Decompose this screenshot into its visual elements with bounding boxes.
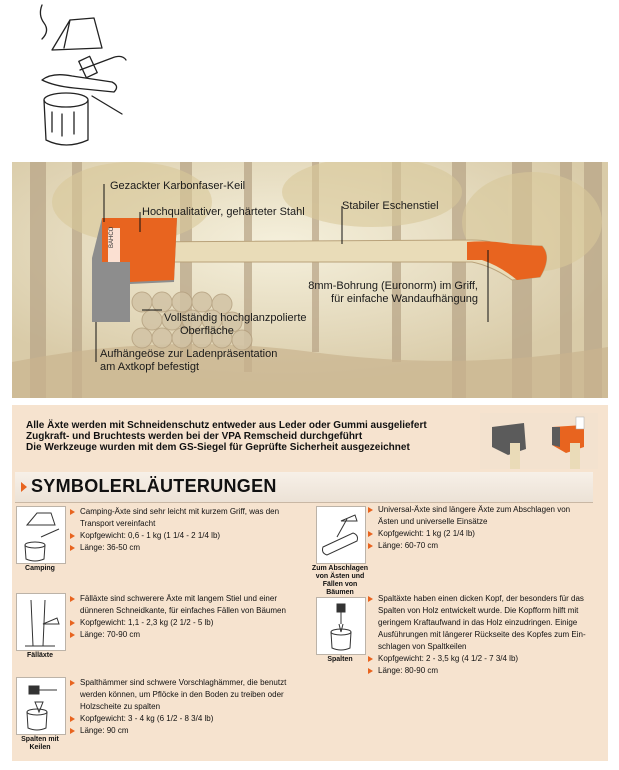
camping-sketch-icon bbox=[22, 0, 142, 150]
spalthammer-length: Länge: 90 cm bbox=[70, 725, 296, 737]
label-oese-1: Aufhängeöse zur Ladenpräsentation bbox=[100, 348, 278, 360]
splitting-wedge-icon bbox=[16, 677, 66, 735]
spalthammer-desc-2: werden können, um Pflöcke in den Boden zu treiben oder bbox=[80, 690, 284, 699]
entry-spalten bbox=[368, 593, 594, 677]
spalthammer-desc-1: Spalthämmer sind schwere Vorschlaghämmer, die benutzt bbox=[70, 677, 296, 689]
spalthammer-desc-3: Holzscheite zu spalten bbox=[80, 702, 161, 711]
log-splitting-icon bbox=[316, 597, 366, 655]
universal-desc-1: Universal-Äxte sind längere Äxte zum Abschlagen von bbox=[368, 504, 594, 516]
entry-faellaexte bbox=[70, 593, 296, 641]
label-bohrung-2: für einfache Wandaufhängung bbox=[331, 293, 478, 305]
tree-felling-icon bbox=[16, 593, 66, 651]
label-stiel: Stabiler Eschenstiel bbox=[342, 200, 439, 212]
section-arrow-icon bbox=[21, 482, 27, 492]
camping-desc-2: Transport vereinfacht bbox=[80, 519, 156, 528]
caption-spalthammer-2: Keilen bbox=[29, 744, 51, 751]
caption-spalten: Spalten bbox=[327, 656, 353, 663]
caption-faellaexte: Fälläxte bbox=[26, 652, 54, 659]
caption-universal-3: Fällen von Bäumen bbox=[322, 581, 358, 596]
info-panel bbox=[12, 405, 608, 761]
universal-desc-2: Ästen und universelle Einsätze bbox=[378, 517, 488, 526]
axe-thumbnails bbox=[480, 413, 598, 469]
universal-length: Länge: 60-70 cm bbox=[368, 540, 594, 552]
spalten-length: Länge: 80-90 cm bbox=[368, 665, 594, 677]
note-gs-siegel: Die Werkzeuge wurden mit dem GS-Siegel für Geprüfte Sicherheit ausgezeichnet bbox=[26, 442, 410, 453]
caption-camping: Camping bbox=[25, 565, 55, 572]
section-title: SYMBOLERLÄUTERUNGEN bbox=[31, 476, 277, 496]
universal-weight: Kopfgewicht: 1 kg (2 1/4 lb) bbox=[368, 528, 594, 540]
faellaexte-desc-2: dünneren Schneidkante, für einfaches Fällen von Bäumen bbox=[80, 606, 286, 615]
svg-text:BAHCO: BAHCO bbox=[109, 226, 115, 248]
spalten-desc-3: geringem Kraftaufwand in das Holz einzudringen. Einige bbox=[378, 618, 578, 627]
faellaexte-weight: Kopfgewicht: 1,1 - 2,3 kg (2 1/2 - 5 lb) bbox=[70, 617, 296, 629]
entry-camping bbox=[70, 506, 296, 554]
product-banner bbox=[12, 162, 608, 398]
camping-icon bbox=[16, 506, 66, 564]
note-zugkraft: Zugkraft- und Bruchtests werden bei der VPA Remscheid durchgeführt bbox=[26, 431, 363, 442]
caption-spalthammer-1: Spalten mit bbox=[21, 736, 59, 743]
entry-universal bbox=[368, 504, 594, 552]
spalten-weight: Kopfgewicht: 2 - 3,5 kg (4 1/2 - 7 3/4 lb) bbox=[368, 653, 594, 665]
faellaexte-desc-1: Fälläxte sind schwerere Äxte mit langem Stiel und einer bbox=[70, 593, 296, 605]
camping-length: Länge: 36-50 cm bbox=[70, 542, 296, 554]
label-stahl: Hochqualitativer, gehärteter Stahl bbox=[142, 206, 305, 218]
spalten-desc-2: Spalten von Holz entwickelt wurde. Die Kopfform hilft mit bbox=[378, 606, 579, 615]
label-oese-2: am Axtkopf befestigt bbox=[100, 361, 200, 373]
symbol-section-header bbox=[15, 472, 593, 503]
label-oberflaeche-2: Oberfläche bbox=[180, 325, 234, 337]
spalthammer-weight: Kopfgewicht: 3 - 4 kg (6 1/2 - 8 3/4 lb) bbox=[70, 713, 296, 725]
caption-universal-1: Zum Abschlagen bbox=[311, 565, 369, 572]
spalten-desc-1: Spaltäxte haben einen dicken Kopf, der besonders für das bbox=[368, 593, 594, 605]
caption-universal-2: von Ästen und bbox=[315, 573, 365, 580]
camping-desc-1: Camping-Äxte sind sehr leicht mit kurzem Griff, was den bbox=[70, 506, 296, 518]
label-oberflaeche-1: Vollständig hochglanzpolierte bbox=[164, 312, 307, 324]
spalten-desc-4: Ausführungen mit längerer Rückseite des Kopfes zum Ein- bbox=[378, 630, 586, 639]
branch-cutting-icon bbox=[316, 506, 366, 564]
entry-spalthammer bbox=[70, 677, 296, 737]
spalten-desc-5: schlagen von Spaltkeilen bbox=[378, 642, 467, 651]
camping-weight: Kopfgewicht: 0,6 - 1 kg (1 1/4 - 2 1/4 lb) bbox=[70, 530, 296, 542]
faellaexte-length: Länge: 70-90 cm bbox=[70, 629, 296, 641]
label-keil: Gezackter Karbonfaser-Keil bbox=[110, 180, 246, 192]
label-bohrung-1: 8mm-Bohrung (Euronorm) im Griff, bbox=[308, 280, 478, 292]
note-schneidenschutz: Alle Äxte werden mit Schneidenschutz entweder aus Leder oder Gummi ausgeliefert bbox=[26, 420, 427, 431]
